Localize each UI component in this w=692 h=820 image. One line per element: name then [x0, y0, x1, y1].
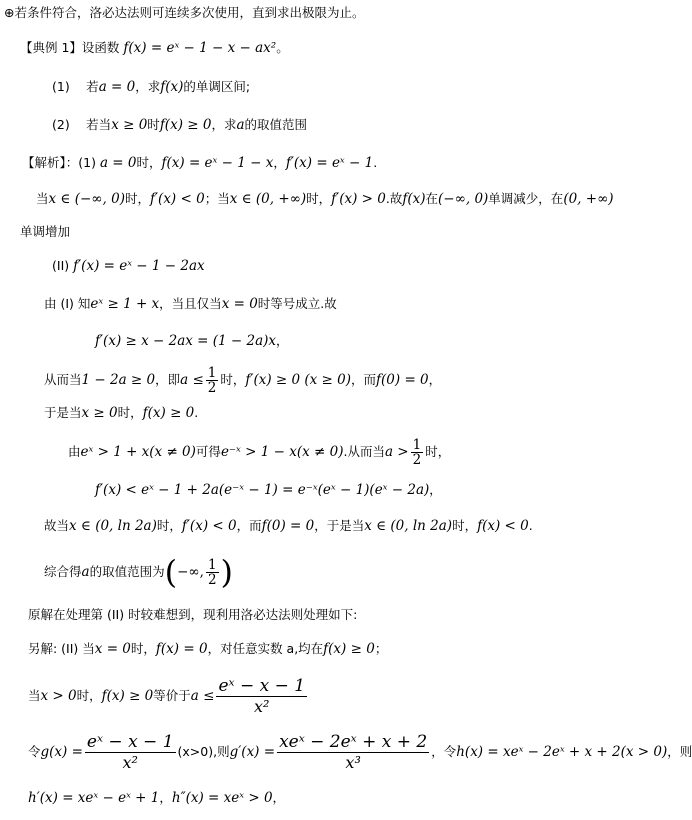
solution-line-3	[20, 224, 70, 240]
numerator: eˣ − x − 1	[86, 731, 174, 752]
solution-line-5	[44, 362, 441, 398]
text: ，于是当	[314, 518, 365, 533]
text: .故	[385, 191, 403, 206]
text: ，	[159, 790, 172, 805]
text: 可得	[195, 444, 221, 459]
math: x ∈ (0, ln 2a)	[69, 518, 157, 534]
math: x ≥ 0	[111, 117, 148, 133]
denominator: x³	[345, 752, 361, 772]
part-2-derivative	[52, 258, 205, 274]
text: 从而当	[44, 372, 82, 387]
range-conclusion: 综合得 a 的取值范围为 ( −∞, $\frac{1}{2}$ )	[44, 553, 234, 591]
text: 时	[147, 117, 160, 132]
text: 在	[425, 191, 439, 206]
text: ，	[272, 790, 286, 805]
text: 另解: (II) 当	[28, 641, 95, 656]
question-1-label: (1) 若	[52, 79, 99, 94]
solution-line-8	[44, 518, 533, 534]
text: ；当	[204, 191, 230, 206]
math: f(0) = 0	[376, 372, 429, 388]
math: eˣ > 1 + x(x ≠ 0)	[80, 444, 196, 460]
text: 综合得	[44, 564, 82, 579]
inequality-line	[95, 333, 289, 349]
text: .	[373, 155, 378, 170]
math: 1 − 2a ≥ 0	[81, 372, 156, 388]
math: eˣ ≥ 1 + x	[90, 296, 160, 312]
equivalence-line	[28, 672, 309, 720]
math: f(0) = 0	[261, 518, 315, 534]
math: f′(x) = eˣ − 1	[285, 155, 374, 171]
text: 时，	[220, 372, 246, 387]
math: e⁻ˣ > 1 − x(x ≠ 0)	[220, 444, 344, 460]
math: a >	[384, 444, 409, 460]
text: 时等号成立.故	[257, 296, 337, 311]
question-1	[52, 79, 250, 95]
fraction-bound	[216, 676, 307, 717]
math: a = 0	[98, 79, 136, 95]
fraction-g	[85, 732, 176, 773]
math: (0, +∞)	[563, 191, 614, 207]
text: 原解在处理第 (II) 时较难想到，现利用洛必达法则处理如下:	[28, 607, 358, 622]
text: 当	[28, 688, 41, 703]
math: f(x) = 0	[155, 641, 208, 657]
fraction-one-half	[206, 558, 219, 587]
math: −∞,	[177, 564, 204, 580]
math: f′(x) ≥ 0 (x ≥ 0)	[245, 372, 352, 388]
numerator: xeˣ − 2eˣ + x + 2	[279, 731, 428, 752]
math: x = 0	[94, 641, 131, 657]
math: x ∈ (−∞, 0)	[48, 191, 125, 207]
text: ，	[276, 333, 289, 348]
math: f(x) ≥ 0	[101, 688, 154, 704]
text: ，	[273, 155, 286, 170]
question-2	[52, 117, 307, 133]
text: ，求	[135, 79, 161, 94]
solution-line-7	[68, 434, 450, 470]
math: a = 0	[99, 155, 137, 171]
lhopital-intro	[28, 607, 357, 623]
numerator: 1	[207, 364, 217, 381]
denominator: x²	[254, 696, 270, 716]
intro-line	[4, 5, 364, 21]
solution-line-2	[36, 191, 614, 207]
example-title-line	[20, 40, 289, 56]
denominator: 2	[207, 571, 217, 588]
numerator: eˣ − x − 1	[218, 675, 306, 696]
math: (−∞, 0)	[438, 191, 489, 207]
math: a	[81, 564, 90, 580]
text: ，	[429, 482, 442, 497]
text: 时，	[117, 405, 143, 420]
text: 时，	[124, 191, 150, 206]
fraction-one-half	[411, 438, 424, 467]
text: 令	[28, 744, 41, 759]
numerator: 1	[207, 556, 217, 573]
math: f′(x) ≥ x − 2ax = (1 − 2a)x	[95, 333, 277, 349]
solution-line-1	[22, 155, 377, 171]
math: a ≤	[190, 688, 215, 704]
solution-line-6	[44, 405, 198, 421]
derivative-bound-line	[95, 482, 442, 498]
intro-text: ⊕若条件符合，洛必达法则可连续多次使用，直到求出极限为止。	[4, 5, 365, 20]
math: f′(x) < eˣ − 1 + 2a(e⁻ˣ − 1) = e⁻ˣ(eˣ − 1)(eˣ − 2a)	[95, 482, 430, 498]
math: a	[236, 117, 245, 133]
text: 当	[36, 191, 49, 206]
math: g(x) =	[40, 744, 83, 760]
math: f′(x) < 0	[181, 518, 237, 534]
math: a ≤	[180, 372, 204, 388]
text: 单调减少，在	[488, 191, 564, 206]
question-2-label: (2) 若当	[52, 117, 112, 132]
text: 时，	[130, 641, 156, 656]
text: 的取值范围为	[89, 564, 165, 579]
part-label: (II)	[52, 258, 70, 273]
function-definition: f(x) = eˣ − 1 − x − ax²	[123, 40, 277, 56]
text: 时，	[425, 444, 451, 459]
denominator: 2	[412, 451, 422, 468]
text: .	[194, 405, 199, 420]
math: g′(x) =	[229, 744, 276, 760]
math: f(x) ≥ 0	[159, 117, 212, 133]
text: ；	[374, 641, 388, 656]
math: f′(x) < 0	[149, 191, 205, 207]
text: 时，	[76, 688, 102, 703]
denominator: 2	[207, 379, 217, 396]
text: 于是当	[44, 405, 82, 420]
text: 等价于	[153, 688, 191, 703]
text: 时，	[452, 518, 478, 533]
text: 由 (I) 知	[44, 296, 91, 311]
text: 时，	[306, 191, 332, 206]
math: f(x) = eˣ − 1 − x	[161, 155, 274, 171]
text: 时，	[136, 155, 162, 170]
math: f(x) < 0	[477, 518, 529, 534]
text: ，求	[211, 117, 237, 132]
text: 单调增加	[20, 224, 71, 239]
math: x ∈ (0, ln 2a)	[364, 518, 453, 534]
text: ，	[428, 372, 442, 387]
solution-label: 【解析】：(1)	[22, 155, 96, 170]
text: (x>0),则	[177, 744, 230, 759]
text: 时，	[156, 518, 182, 533]
math: f′(x) = eˣ − 1 − 2ax	[73, 258, 205, 274]
second-derivative-line	[28, 790, 285, 806]
math: f′(x) > 0	[331, 191, 386, 207]
text: ，当且仅当	[159, 296, 222, 311]
text: 故当	[44, 518, 70, 533]
example-label: 【典例 1】设函数	[20, 40, 120, 55]
math: f(x) ≥ 0	[142, 405, 195, 421]
punctuation: 。	[276, 40, 289, 55]
math: x = 0	[221, 296, 258, 312]
text: ，令	[431, 744, 457, 759]
define-g-line	[28, 728, 692, 776]
text: ，而	[236, 518, 262, 533]
denominator: x²	[122, 752, 138, 772]
text: .从而当	[343, 444, 385, 459]
solution-line-4	[44, 296, 337, 312]
math: h′(x) = xeˣ − eˣ + 1	[28, 790, 160, 806]
fraction-g-prime	[277, 732, 429, 773]
text: 的取值范围	[244, 117, 308, 132]
numerator: 1	[412, 436, 422, 453]
text: ，则	[667, 744, 692, 759]
text: 由	[68, 444, 81, 459]
math: f(x)	[160, 79, 184, 95]
math: h(x) = xeˣ − 2eˣ + x + 2(x > 0)	[456, 744, 668, 760]
text: ，对任意实数 a,均在	[207, 641, 324, 656]
text: 的单调区间;	[183, 79, 251, 94]
math: f(x)	[402, 191, 426, 207]
math: x > 0	[40, 688, 77, 704]
math: h″(x) = xeˣ > 0	[171, 790, 273, 806]
math: x ∈ (0, +∞)	[229, 191, 307, 207]
fraction-one-half	[206, 366, 219, 395]
text: ，即	[155, 372, 181, 387]
math: f(x) ≥ 0	[323, 641, 375, 657]
text: .	[528, 518, 533, 533]
text: ，而	[351, 372, 377, 387]
math: x ≥ 0	[81, 405, 118, 421]
alternative-solution	[28, 641, 387, 657]
